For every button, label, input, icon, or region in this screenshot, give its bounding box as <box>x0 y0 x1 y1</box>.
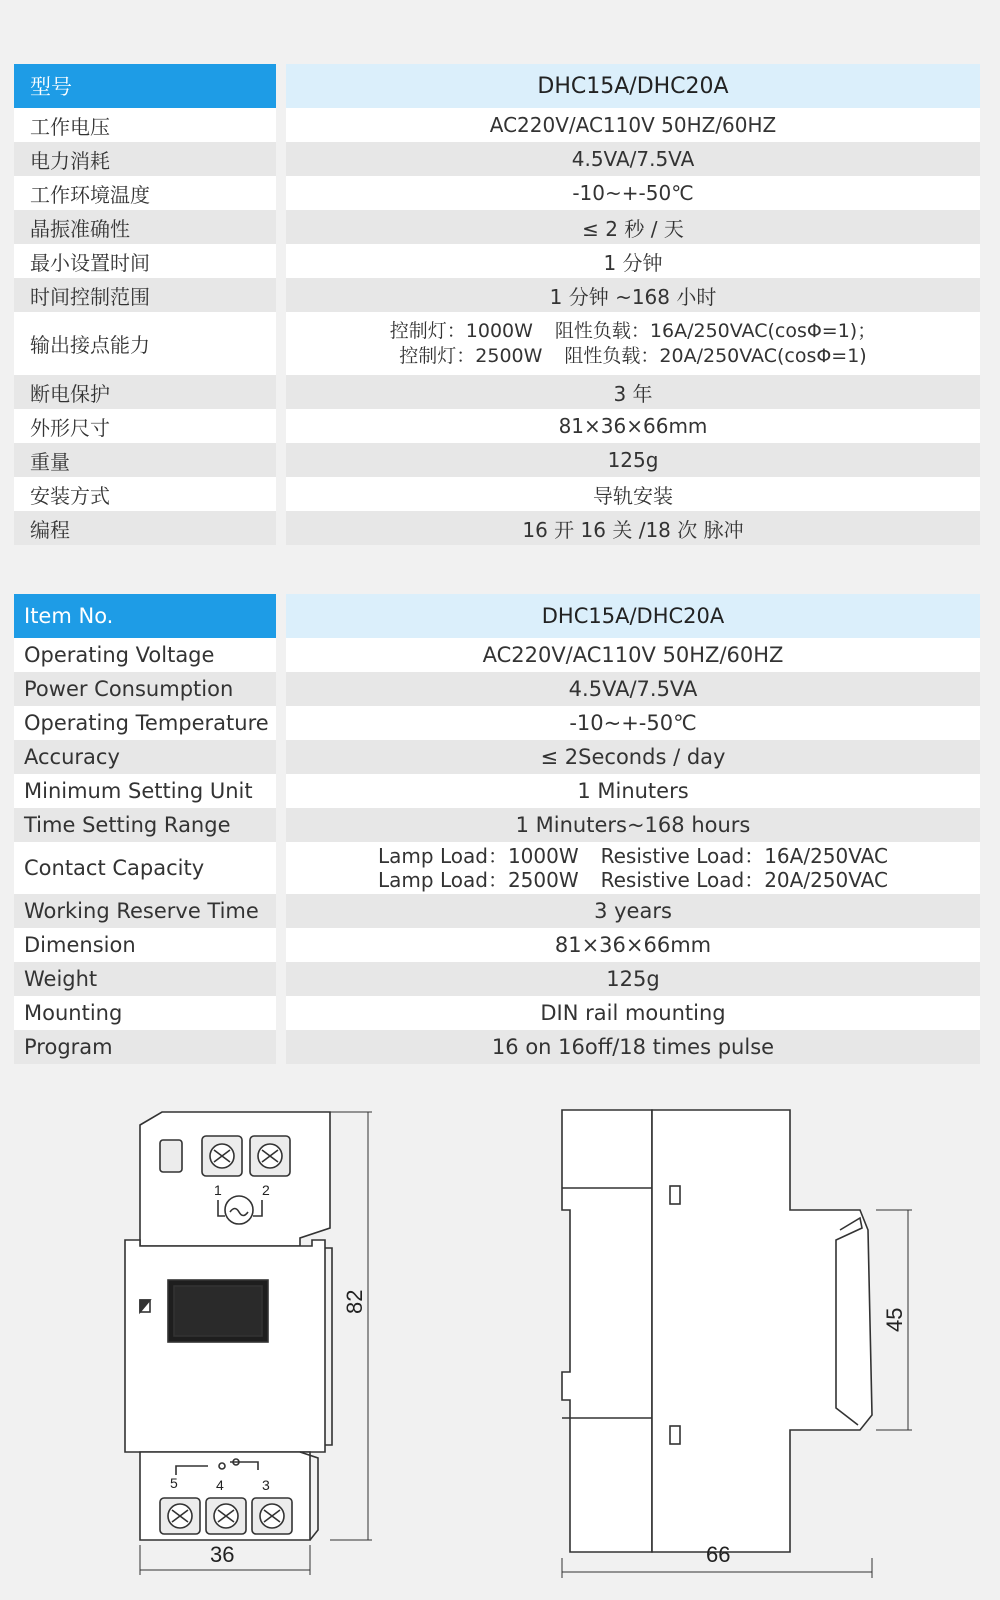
spec-key: Time Setting Range <box>14 808 276 842</box>
table-row <box>14 108 980 142</box>
spec-key: Weight <box>14 962 276 996</box>
spec-value: 81×36×66mm <box>286 409 980 443</box>
table-row-contact <box>14 842 980 894</box>
spec-value: ≤ 2 秒 / 天 <box>286 210 980 244</box>
table-row <box>14 706 980 740</box>
contact-line1-b: 阻性负载：16A/250VAC(cosΦ=1)； <box>554 319 877 342</box>
table-row <box>14 375 980 409</box>
spec-table-cn <box>14 64 980 545</box>
side-view <box>562 1110 912 1578</box>
spec-header-row <box>14 64 980 108</box>
spec-value: 1 Minuters~168 hours <box>286 808 980 842</box>
spec-key: Operating Voltage <box>14 638 276 672</box>
table-row <box>14 210 980 244</box>
table-row <box>14 962 980 996</box>
spec-key: Accuracy <box>14 740 276 774</box>
spec-key: 安装方式 <box>14 477 276 511</box>
contact-line2-b: 阻性负载：20A/250VAC(cosΦ=1) <box>564 344 867 367</box>
spec-value: 1 分钟 <box>286 244 980 278</box>
spec-key: Working Reserve Time <box>14 894 276 928</box>
spec-key: 最小设置时间 <box>14 244 276 278</box>
table-row <box>14 176 980 210</box>
table-row <box>14 740 980 774</box>
dimension-drawing <box>0 1080 1000 1600</box>
terminal-label-2: 2 <box>262 1182 270 1198</box>
spec-header-key: 型号 <box>14 64 276 108</box>
table-row <box>14 443 980 477</box>
spec-value: 4.5VA/7.5VA <box>286 142 980 176</box>
spec-value: 81×36×66mm <box>286 928 980 962</box>
table-row <box>14 638 980 672</box>
spec-key: Power Consumption <box>14 672 276 706</box>
contact-line1-a: 控制灯：1000W <box>389 319 533 342</box>
spec-value: -10~+-50℃ <box>286 706 980 740</box>
spec-header-key: Item No. <box>14 594 276 638</box>
spec-key: Dimension <box>14 928 276 962</box>
contact-line1-a: Lamp Load：1000W <box>378 844 579 868</box>
table-row <box>14 409 980 443</box>
spec-value: AC220V/AC110V 50HZ/60HZ <box>286 638 980 672</box>
table-row <box>14 774 980 808</box>
spec-key: 编程 <box>14 511 276 545</box>
spec-key: Program <box>14 1030 276 1064</box>
contact-line2-a: 控制灯：2500W <box>399 344 543 367</box>
table-row <box>14 477 980 511</box>
table-row-contact <box>14 312 980 375</box>
spec-value: 3 年 <box>286 375 980 409</box>
table-row <box>14 808 980 842</box>
spec-key: 断电保护 <box>14 375 276 409</box>
spec-value: 1 分钟 ~168 小时 <box>286 278 980 312</box>
dimension-depth-label: 66 <box>706 1542 731 1567</box>
spec-key: 时间控制范围 <box>14 278 276 312</box>
dimension-height-label: 82 <box>342 1289 367 1314</box>
spec-value: 导轨安装 <box>286 477 980 511</box>
terminal-label-5: 5 <box>170 1475 178 1491</box>
spec-key: 重量 <box>14 443 276 477</box>
dimension-width-label: 36 <box>210 1542 235 1567</box>
spec-header-row <box>14 594 980 638</box>
spec-value: 16 开 16 关 /18 次 脉冲 <box>286 511 980 545</box>
table-row <box>14 1030 980 1064</box>
table-row <box>14 928 980 962</box>
spec-header-value: DHC15A/DHC20A <box>286 64 980 108</box>
contact-line2-a: Lamp Load：2500W <box>378 868 579 892</box>
table-row <box>14 672 980 706</box>
spec-value: ≤ 2Seconds / day <box>286 740 980 774</box>
dimension-rail-label: 45 <box>882 1307 907 1332</box>
table-row <box>14 244 980 278</box>
spec-key: 晶振准确性 <box>14 210 276 244</box>
spec-key: 输出接点能力 <box>14 312 276 375</box>
contact-line1-b: Resistive Load：16A/250VAC <box>600 844 888 868</box>
spec-key: 电力消耗 <box>14 142 276 176</box>
spec-value: 4.5VA/7.5VA <box>286 672 980 706</box>
spec-key: Minimum Setting Unit <box>14 774 276 808</box>
table-row <box>14 511 980 545</box>
spec-value-contact <box>286 842 980 894</box>
spec-value: AC220V/AC110V 50HZ/60HZ <box>286 108 980 142</box>
terminal-label-4: 4 <box>216 1477 224 1493</box>
spec-table-en <box>14 594 980 1064</box>
spec-key: Operating Temperature <box>14 706 276 740</box>
spec-header-value: DHC15A/DHC20A <box>286 594 980 638</box>
spec-value: 1 Minuters <box>286 774 980 808</box>
spec-value: 125g <box>286 443 980 477</box>
spec-value: 125g <box>286 962 980 996</box>
table-row <box>14 142 980 176</box>
spec-value: 3 years <box>286 894 980 928</box>
spec-key: Mounting <box>14 996 276 1030</box>
table-row <box>14 996 980 1030</box>
table-row <box>14 894 980 928</box>
spec-value-contact <box>286 312 980 375</box>
terminal-label-1: 1 <box>214 1182 222 1198</box>
spec-key: 工作电压 <box>14 108 276 142</box>
terminal-label-3: 3 <box>262 1477 270 1493</box>
spec-value: -10~+-50℃ <box>286 176 980 210</box>
contact-line2-b: Resistive Load：20A/250VAC <box>600 868 888 892</box>
spec-value: 16 on 16off/18 times pulse <box>286 1030 980 1064</box>
table-row <box>14 278 980 312</box>
spec-value: DIN rail mounting <box>286 996 980 1030</box>
spec-key: 外形尺寸 <box>14 409 276 443</box>
spec-key: Contact Capacity <box>14 842 276 894</box>
front-view <box>125 1112 372 1575</box>
spec-key: 工作环境温度 <box>14 176 276 210</box>
